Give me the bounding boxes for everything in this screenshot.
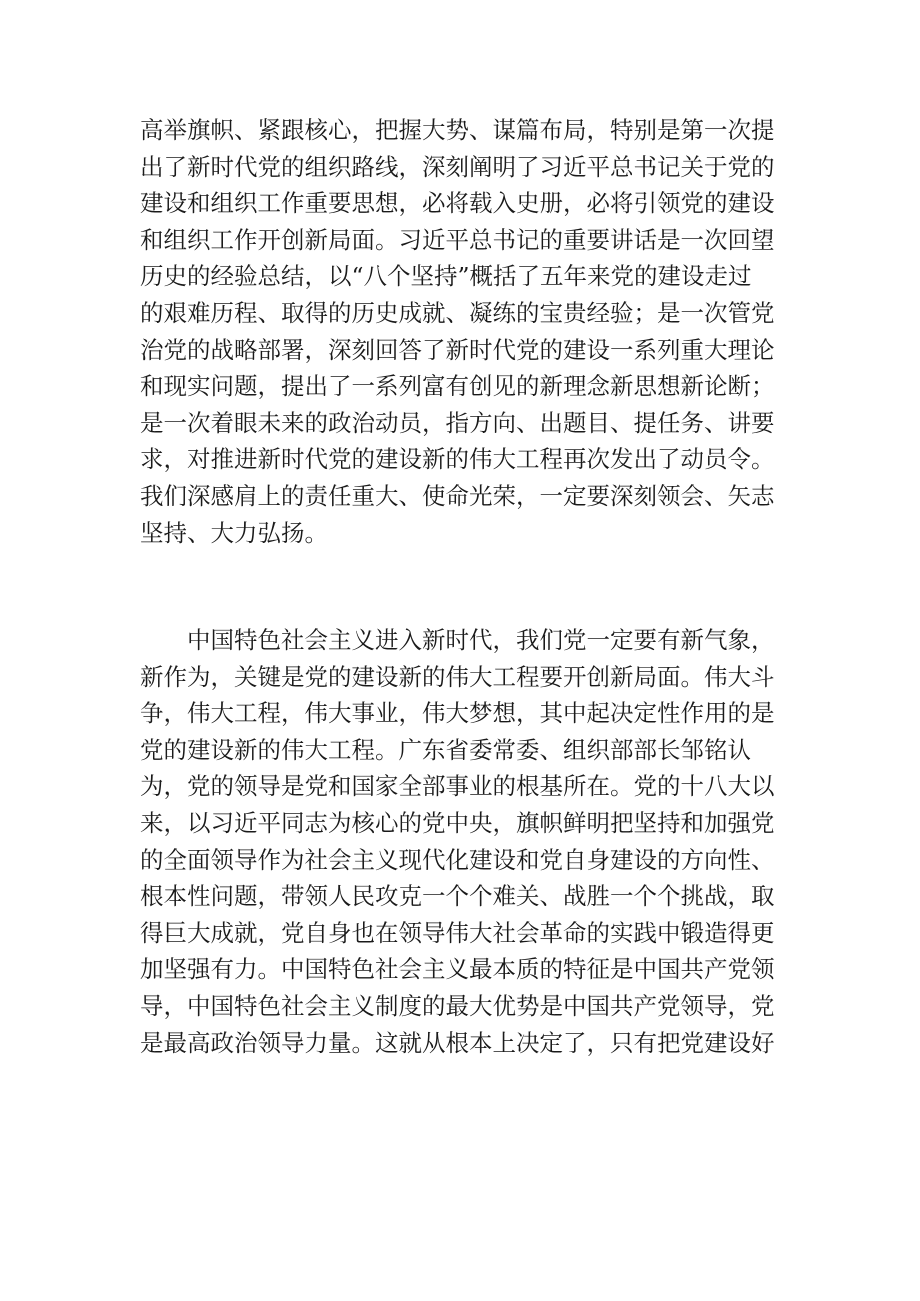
paragraph-line: 治党的战略部署，深刻回答了新时代党的建设一系列重大理论	[140, 335, 775, 364]
paragraph-line: 争，伟大工程，伟大事业，伟大梦想，其中起决定性作用的是	[140, 699, 775, 728]
paragraph-line: 和组织工作开创新局面。习近平总书记的重要讲话是一次回望	[140, 225, 775, 254]
paragraph-line: 的全面领导作为社会主义现代化建设和党自身建设的方向性、	[140, 845, 775, 874]
paragraph-line: 是最高政治领导力量。这就从根本上决定了，只有把党建设好	[140, 1028, 775, 1057]
paragraph-line: 党的建设新的伟大工程。广东省委常委、组织部部长邹铭认	[140, 735, 751, 764]
paragraph-line: 新作为，关键是党的建设新的伟大工程要开创新局面。伟大斗	[140, 662, 775, 691]
paragraph-line: 加坚强有力。中国特色社会主义最本质的特征是中国共产党领	[140, 955, 775, 984]
paragraph-line: 我们深感肩上的责任重大、使命光荣，一定要深刻领会、矢志	[140, 481, 775, 510]
paragraph-line: 根本性问题，带领人民攻克一个个难关、战胜一个个挑战，取	[140, 882, 775, 911]
paragraph-line: 出了新时代党的组织路线，深刻阐明了习近平总书记关于党的	[140, 152, 775, 181]
paragraph-line: 高举旗帜、紧跟核心，把握大势、谋篇布局，特别是第一次提	[140, 116, 775, 144]
paragraph-line: 建设和组织工作重要思想，必将载入史册，必将引领党的建设	[140, 189, 775, 218]
paragraph-line: 是一次着眼未来的政治动员，指方向、出题目、提任务、讲要	[140, 408, 775, 437]
paragraph-line: 求，对推进新时代党的建设新的伟大工程再次发出了动员令。	[140, 445, 775, 474]
paragraph-line: 导，中国特色社会主义制度的最大优势是中国共产党领导，党	[140, 991, 775, 1020]
paragraph-line: 得巨大成就，党自身也在领导伟大社会革命的实践中锻造得更	[140, 918, 775, 947]
paragraph-line: 中国特色社会主义进入新时代，我们党一定要有新气象，	[187, 626, 775, 654]
paragraph-line: 的艰难历程、取得的历史成就、凝练的宝贵经验；是一次管党	[140, 298, 775, 327]
paragraph-1	[140, 112, 780, 551]
paragraph-line: 历史的经验总结，以“八个坚持”概括了五年来党的建设走过	[140, 262, 752, 291]
paragraph-line: 坚持、大力弘扬。	[140, 518, 328, 547]
paragraph-line: 为，党的领导是党和国家全部事业的根基所在。党的十八大以	[140, 772, 775, 801]
paragraph-2	[140, 622, 780, 1061]
paragraph-line: 来，以习近平同志为核心的党中央，旗帜鲜明把坚持和加强党	[140, 808, 775, 837]
paragraph-line: 和现实问题，提出了一系列富有创见的新理念新思想新论断；	[140, 372, 775, 401]
